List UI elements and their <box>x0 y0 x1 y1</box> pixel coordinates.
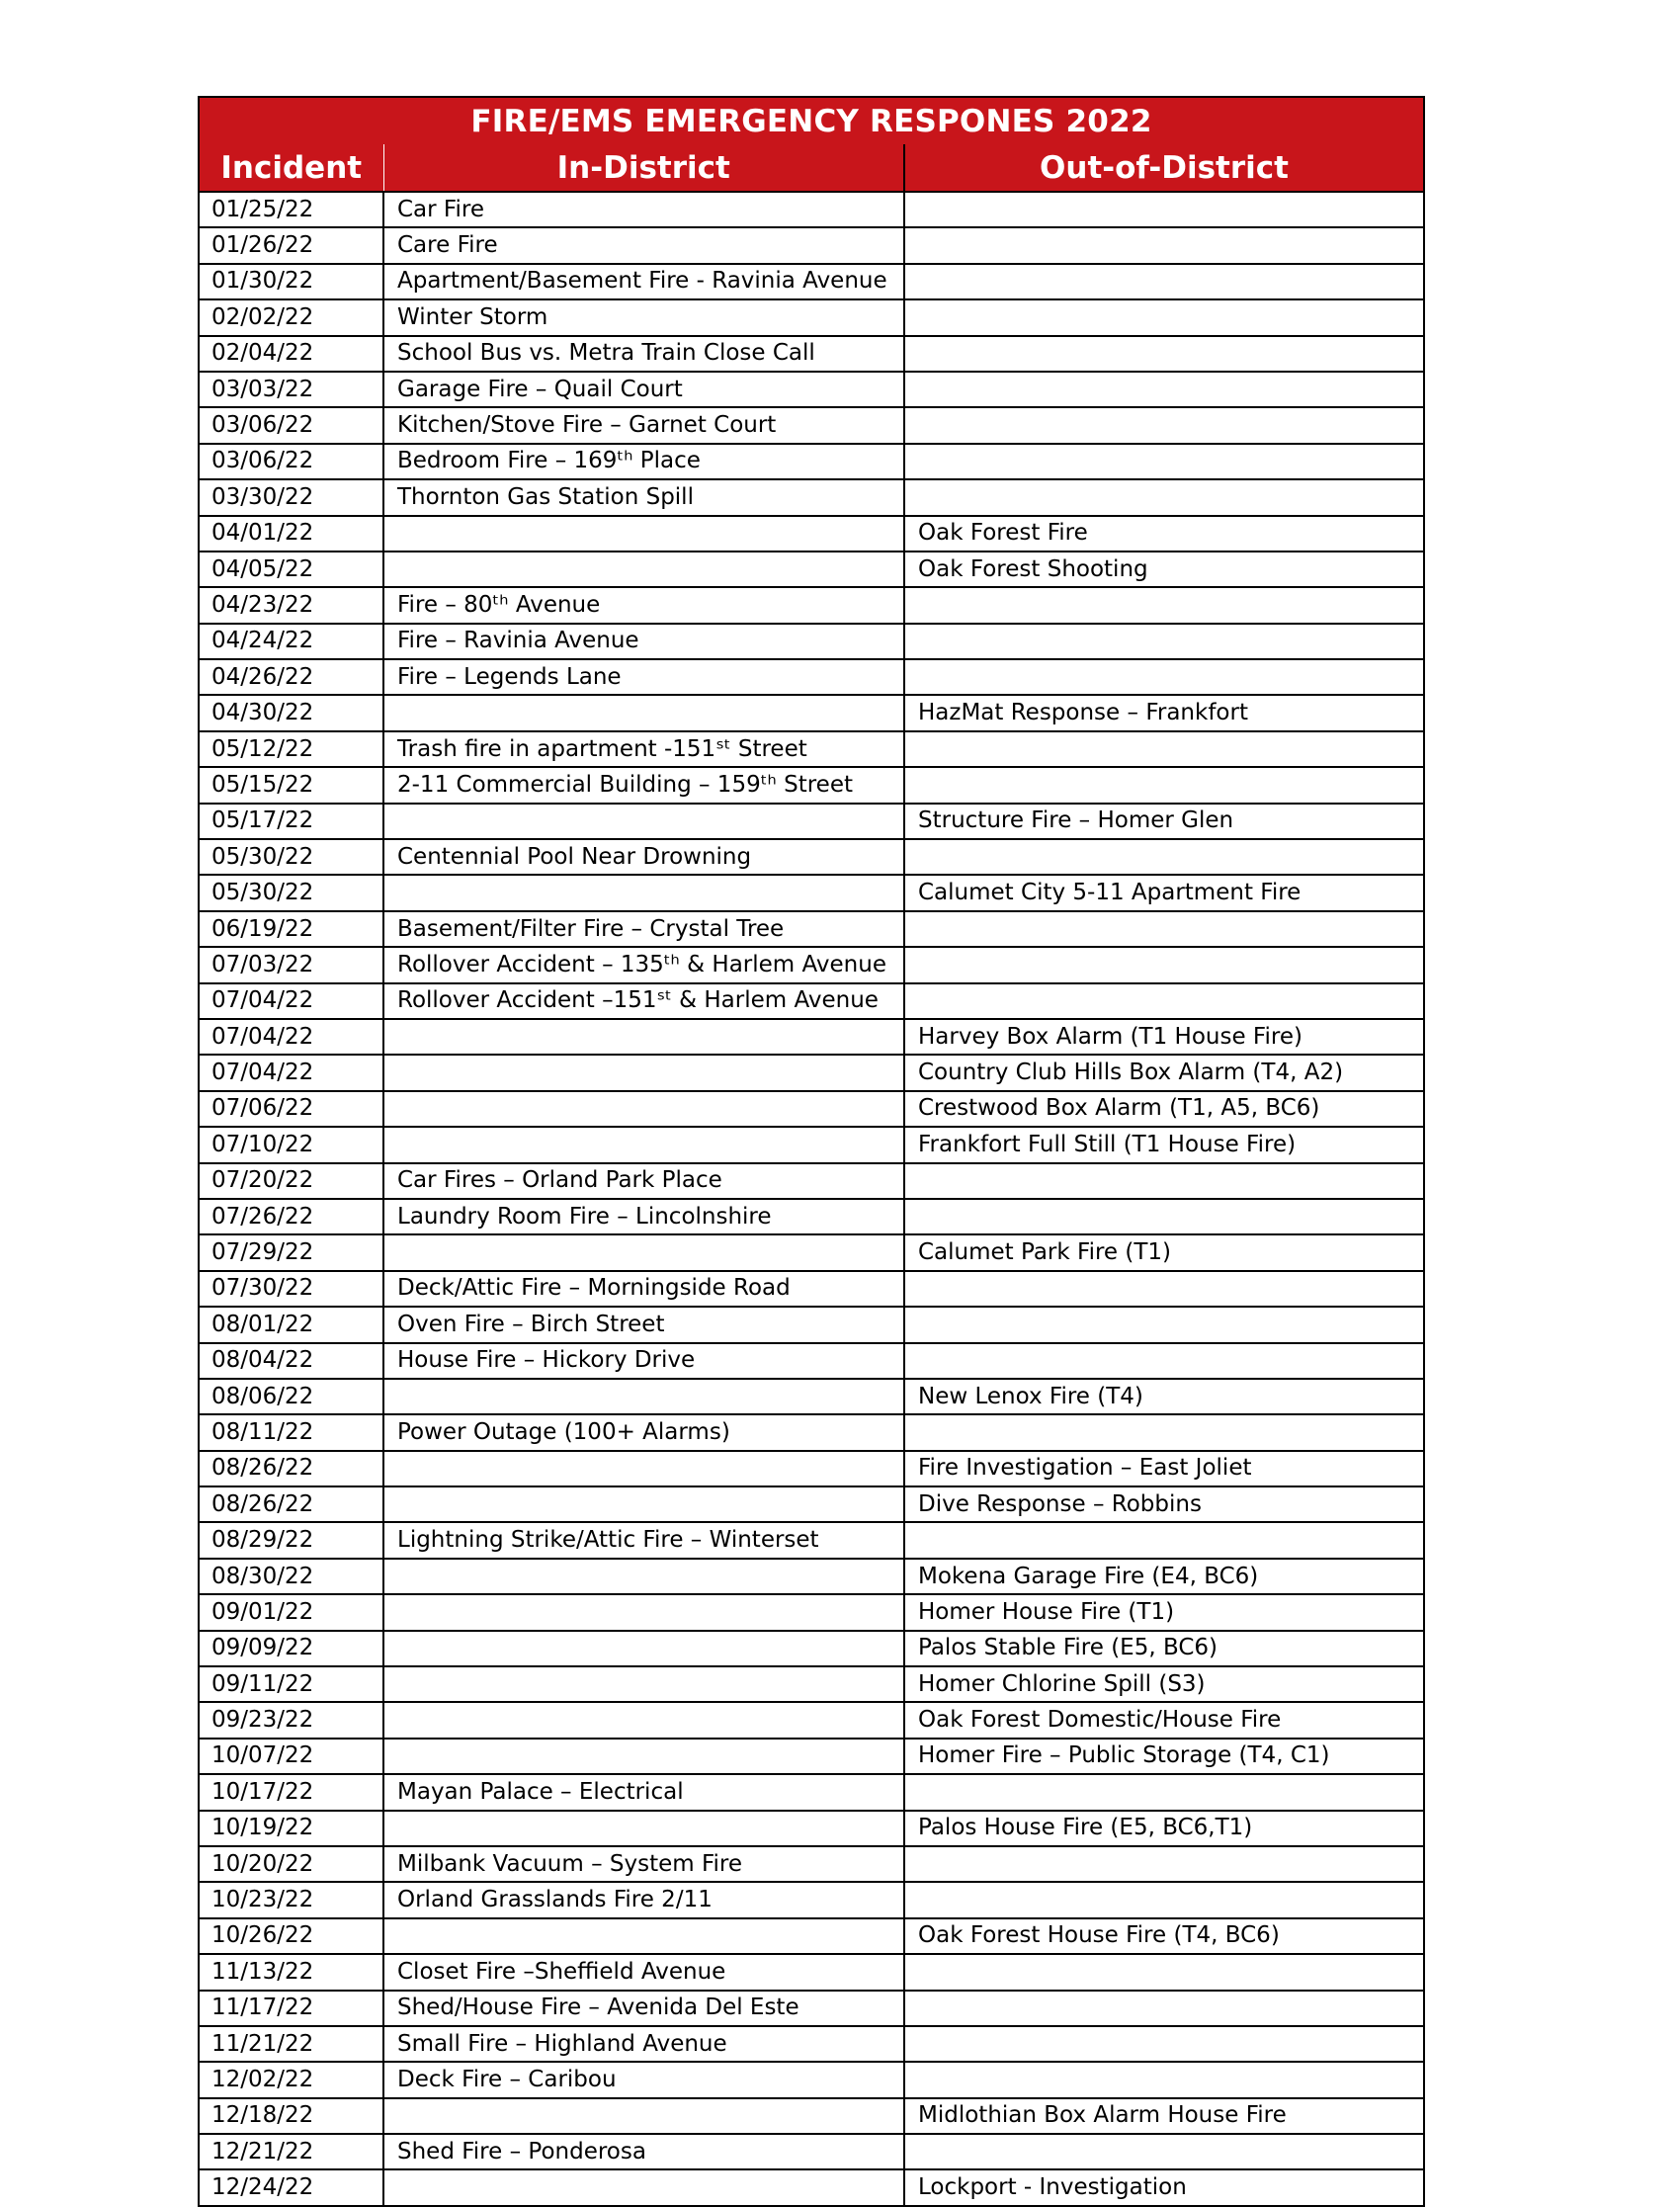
table-row <box>199 479 1424 515</box>
table-row <box>199 1019 1424 1055</box>
table-row <box>199 1882 1424 1917</box>
table-row <box>199 659 1424 695</box>
table-row <box>199 587 1424 623</box>
in-district-cell: Laundry Room Fire – Lincolnshire <box>383 1199 904 1234</box>
out-of-district-cell: Homer House Fire (T1) <box>904 1594 1424 1630</box>
in-district-cell: House Fire – Hickory Drive <box>383 1343 904 1379</box>
incident-date-cell: 09/09/22 <box>199 1631 383 1666</box>
out-of-district-cell <box>904 407 1424 443</box>
out-of-district-cell <box>904 1991 1424 2026</box>
table-row <box>199 336 1424 372</box>
table-title: FIRE/EMS EMERGENCY RESPONES 2022 <box>199 97 1424 144</box>
table-row <box>199 1522 1424 1558</box>
incident-date-cell: 10/17/22 <box>199 1774 383 1810</box>
incident-date-cell: 06/19/22 <box>199 911 383 947</box>
out-of-district-cell: Oak Forest House Fire (T4, BC6) <box>904 1918 1424 1954</box>
table-row <box>199 2062 1424 2097</box>
out-of-district-cell <box>904 1522 1424 1558</box>
table-title-row <box>199 97 1424 144</box>
out-of-district-cell <box>904 947 1424 982</box>
table-row <box>199 1127 1424 1162</box>
incident-date-cell: 08/30/22 <box>199 1559 383 1594</box>
table-row <box>199 624 1424 659</box>
incident-date-cell: 05/15/22 <box>199 767 383 803</box>
out-of-district-cell <box>904 1271 1424 1307</box>
incident-date-cell: 01/30/22 <box>199 264 383 299</box>
incident-date-cell: 05/17/22 <box>199 804 383 839</box>
incident-date-cell: 04/23/22 <box>199 587 383 623</box>
incident-date-cell: 10/20/22 <box>199 1846 383 1882</box>
table-row <box>199 516 1424 552</box>
in-district-cell: Car Fires – Orland Park Place <box>383 1163 904 1199</box>
out-of-district-cell <box>904 1774 1424 1810</box>
out-of-district-cell: Palos Stable Fire (E5, BC6) <box>904 1631 1424 1666</box>
incident-date-cell: 07/26/22 <box>199 1199 383 1234</box>
out-of-district-cell: Oak Forest Fire <box>904 516 1424 552</box>
incident-date-cell: 09/11/22 <box>199 1666 383 1702</box>
out-of-district-cell <box>904 911 1424 947</box>
incident-date-cell: 10/07/22 <box>199 1739 383 1774</box>
out-of-district-cell <box>904 767 1424 803</box>
out-of-district-cell: Calumet Park Fire (T1) <box>904 1234 1424 1270</box>
incident-date-cell: 07/30/22 <box>199 1271 383 1307</box>
out-of-district-cell <box>904 1882 1424 1917</box>
incident-date-cell: 07/03/22 <box>199 947 383 982</box>
out-of-district-cell <box>904 1199 1424 1234</box>
in-district-cell <box>383 1702 904 1738</box>
in-district-cell: Deck Fire – Caribou <box>383 2062 904 2097</box>
in-district-cell: Care Fire <box>383 227 904 263</box>
in-district-cell: Shed/House Fire – Avenida Del Este <box>383 1991 904 2026</box>
in-district-cell: Bedroom Fire – 169ᵗʰ Place <box>383 444 904 479</box>
incident-date-cell: 09/01/22 <box>199 1594 383 1630</box>
in-district-cell <box>383 804 904 839</box>
incident-date-cell: 04/30/22 <box>199 695 383 730</box>
header-out-of-district: Out-of-District <box>904 144 1424 192</box>
in-district-cell <box>383 1019 904 1055</box>
table-row <box>199 1414 1424 1450</box>
emergency-responses-table <box>198 96 1425 2207</box>
in-district-cell: Thornton Gas Station Spill <box>383 479 904 515</box>
in-district-cell <box>383 1127 904 1162</box>
out-of-district-cell: Oak Forest Domestic/House Fire <box>904 1702 1424 1738</box>
incident-date-cell: 03/06/22 <box>199 407 383 443</box>
table-row <box>199 695 1424 730</box>
incident-date-cell: 03/03/22 <box>199 372 383 407</box>
table-row <box>199 1199 1424 1234</box>
table-row <box>199 1486 1424 1522</box>
table-row <box>199 1846 1424 1882</box>
out-of-district-cell: Country Club Hills Box Alarm (T4, A2) <box>904 1055 1424 1090</box>
in-district-cell: Lightning Strike/Attic Fire – Winterset <box>383 1522 904 1558</box>
incident-date-cell: 08/04/22 <box>199 1343 383 1379</box>
incident-date-cell: 08/29/22 <box>199 1522 383 1558</box>
table-row <box>199 372 1424 407</box>
incident-date-cell: 04/26/22 <box>199 659 383 695</box>
table-row <box>199 1451 1424 1486</box>
out-of-district-cell: Dive Response – Robbins <box>904 1486 1424 1522</box>
in-district-cell: Orland Grasslands Fire 2/11 <box>383 1882 904 1917</box>
out-of-district-cell <box>904 1163 1424 1199</box>
table-row <box>199 1379 1424 1414</box>
out-of-district-cell <box>904 444 1424 479</box>
out-of-district-cell: Homer Fire – Public Storage (T4, C1) <box>904 1739 1424 1774</box>
in-district-cell <box>383 1739 904 1774</box>
table-row <box>199 552 1424 587</box>
out-of-district-cell: Lockport - Investigation <box>904 2169 1424 2205</box>
table-row <box>199 1666 1424 1702</box>
out-of-district-cell: Oak Forest Shooting <box>904 552 1424 587</box>
out-of-district-cell: Palos House Fire (E5, BC6,T1) <box>904 1811 1424 1846</box>
incident-date-cell: 11/21/22 <box>199 2026 383 2062</box>
out-of-district-cell <box>904 587 1424 623</box>
table-row <box>199 1234 1424 1270</box>
out-of-district-cell: HazMat Response – Frankfort <box>904 695 1424 730</box>
table-row <box>199 1702 1424 1738</box>
incident-date-cell: 04/01/22 <box>199 516 383 552</box>
out-of-district-cell <box>904 336 1424 372</box>
table-row <box>199 2026 1424 2062</box>
out-of-district-cell: Homer Chlorine Spill (S3) <box>904 1666 1424 1702</box>
incident-date-cell: 04/05/22 <box>199 552 383 587</box>
incident-date-cell: 08/26/22 <box>199 1451 383 1486</box>
out-of-district-cell <box>904 659 1424 695</box>
out-of-district-cell <box>904 372 1424 407</box>
in-district-cell: Trash fire in apartment -151ˢᵗ Street <box>383 731 904 767</box>
incident-date-cell: 07/20/22 <box>199 1163 383 1199</box>
table-header-row <box>199 144 1424 192</box>
in-district-cell: Rollover Accident – 135ᵗʰ & Harlem Avenue <box>383 947 904 982</box>
in-district-cell <box>383 875 904 910</box>
in-district-cell <box>383 1594 904 1630</box>
incident-date-cell: 12/02/22 <box>199 2062 383 2097</box>
in-district-cell <box>383 1666 904 1702</box>
out-of-district-cell <box>904 2026 1424 2062</box>
table-row <box>199 1343 1424 1379</box>
out-of-district-cell <box>904 227 1424 263</box>
table-body <box>199 192 1424 2206</box>
incident-date-cell: 07/04/22 <box>199 1019 383 1055</box>
out-of-district-cell: Structure Fire – Homer Glen <box>904 804 1424 839</box>
header-incident: Incident <box>199 144 383 192</box>
incident-date-cell: 04/24/22 <box>199 624 383 659</box>
incident-date-cell: 11/17/22 <box>199 1991 383 2026</box>
out-of-district-cell <box>904 1954 1424 1990</box>
in-district-cell: Mayan Palace – Electrical <box>383 1774 904 1810</box>
in-district-cell: Rollover Accident –151ˢᵗ & Harlem Avenue <box>383 983 904 1019</box>
incident-date-cell: 05/30/22 <box>199 839 383 875</box>
table-row <box>199 1559 1424 1594</box>
in-district-cell: Kitchen/Stove Fire – Garnet Court <box>383 407 904 443</box>
in-district-cell: Milbank Vacuum – System Fire <box>383 1846 904 1882</box>
out-of-district-cell <box>904 2134 1424 2169</box>
table-row <box>199 1091 1424 1127</box>
incident-date-cell: 03/30/22 <box>199 479 383 515</box>
in-district-cell: Centennial Pool Near Drowning <box>383 839 904 875</box>
out-of-district-cell: Crestwood Box Alarm (T1, A5, BC6) <box>904 1091 1424 1127</box>
in-district-cell: Fire – Legends Lane <box>383 659 904 695</box>
table-row <box>199 1055 1424 1090</box>
in-district-cell <box>383 1379 904 1414</box>
out-of-district-cell <box>904 731 1424 767</box>
out-of-district-cell: Mokena Garage Fire (E4, BC6) <box>904 1559 1424 1594</box>
out-of-district-cell <box>904 2062 1424 2097</box>
table-row <box>199 227 1424 263</box>
table-row <box>199 804 1424 839</box>
incident-date-cell: 09/23/22 <box>199 1702 383 1738</box>
out-of-district-cell <box>904 192 1424 227</box>
incident-date-cell: 01/25/22 <box>199 192 383 227</box>
header-in-district: In-District <box>383 144 904 192</box>
table-row <box>199 2134 1424 2169</box>
table-row <box>199 911 1424 947</box>
in-district-cell <box>383 1631 904 1666</box>
table-row <box>199 1631 1424 1666</box>
table-row <box>199 407 1424 443</box>
out-of-district-cell: New Lenox Fire (T4) <box>904 1379 1424 1414</box>
incident-date-cell: 12/24/22 <box>199 2169 383 2205</box>
in-district-cell: Closet Fire –Sheffield Avenue <box>383 1954 904 1990</box>
in-district-cell: Car Fire <box>383 192 904 227</box>
incident-date-cell: 08/01/22 <box>199 1307 383 1342</box>
in-district-cell <box>383 1486 904 1522</box>
incident-date-cell: 01/26/22 <box>199 227 383 263</box>
in-district-cell <box>383 1559 904 1594</box>
in-district-cell <box>383 552 904 587</box>
in-district-cell <box>383 516 904 552</box>
table-row <box>199 1594 1424 1630</box>
incident-date-cell: 07/29/22 <box>199 1234 383 1270</box>
in-district-cell: Winter Storm <box>383 299 904 335</box>
in-district-cell: 2-11 Commercial Building – 159ᵗʰ Street <box>383 767 904 803</box>
in-district-cell: Power Outage (100+ Alarms) <box>383 1414 904 1450</box>
out-of-district-cell <box>904 1343 1424 1379</box>
in-district-cell: Fire – 80ᵗʰ Avenue <box>383 587 904 623</box>
incident-date-cell: 12/18/22 <box>199 2098 383 2134</box>
incident-date-cell: 07/04/22 <box>199 1055 383 1090</box>
table-row <box>199 2169 1424 2205</box>
table-row <box>199 839 1424 875</box>
out-of-district-cell: Midlothian Box Alarm House Fire <box>904 2098 1424 2134</box>
out-of-district-cell <box>904 1414 1424 1450</box>
table-row <box>199 983 1424 1019</box>
out-of-district-cell <box>904 624 1424 659</box>
table-row <box>199 1271 1424 1307</box>
table-row <box>199 875 1424 910</box>
incident-date-cell: 03/06/22 <box>199 444 383 479</box>
incident-date-cell: 10/19/22 <box>199 1811 383 1846</box>
out-of-district-cell: Harvey Box Alarm (T1 House Fire) <box>904 1019 1424 1055</box>
in-district-cell <box>383 1811 904 1846</box>
out-of-district-cell <box>904 1307 1424 1342</box>
out-of-district-cell <box>904 839 1424 875</box>
in-district-cell: Shed Fire – Ponderosa <box>383 2134 904 2169</box>
out-of-district-cell: Frankfort Full Still (T1 House Fire) <box>904 1127 1424 1162</box>
table-row <box>199 1163 1424 1199</box>
incident-date-cell: 10/26/22 <box>199 1918 383 1954</box>
incident-date-cell: 08/11/22 <box>199 1414 383 1450</box>
table-row <box>199 1307 1424 1342</box>
table-row <box>199 264 1424 299</box>
incident-date-cell: 02/02/22 <box>199 299 383 335</box>
in-district-cell: Garage Fire – Quail Court <box>383 372 904 407</box>
in-district-cell <box>383 1918 904 1954</box>
out-of-district-cell: Calumet City 5-11 Apartment Fire <box>904 875 1424 910</box>
incident-date-cell: 12/21/22 <box>199 2134 383 2169</box>
in-district-cell: Deck/Attic Fire – Morningside Road <box>383 1271 904 1307</box>
incident-date-cell: 05/30/22 <box>199 875 383 910</box>
in-district-cell: School Bus vs. Metra Train Close Call <box>383 336 904 372</box>
in-district-cell <box>383 695 904 730</box>
in-district-cell: Oven Fire – Birch Street <box>383 1307 904 1342</box>
in-district-cell <box>383 1234 904 1270</box>
out-of-district-cell <box>904 983 1424 1019</box>
incident-date-cell: 02/04/22 <box>199 336 383 372</box>
in-district-cell: Apartment/Basement Fire - Ravinia Avenue <box>383 264 904 299</box>
table-row <box>199 1811 1424 1846</box>
incident-date-cell: 08/06/22 <box>199 1379 383 1414</box>
in-district-cell <box>383 2169 904 2205</box>
table-row <box>199 444 1424 479</box>
incident-date-cell: 05/12/22 <box>199 731 383 767</box>
table-row <box>199 299 1424 335</box>
incident-date-cell: 07/04/22 <box>199 983 383 1019</box>
in-district-cell <box>383 1451 904 1486</box>
table-row <box>199 192 1424 227</box>
incident-date-cell: 07/10/22 <box>199 1127 383 1162</box>
table-row <box>199 947 1424 982</box>
incident-date-cell: 11/13/22 <box>199 1954 383 1990</box>
out-of-district-cell: Fire Investigation – East Joliet <box>904 1451 1424 1486</box>
in-district-cell: Small Fire – Highland Avenue <box>383 2026 904 2062</box>
out-of-district-cell <box>904 1846 1424 1882</box>
out-of-district-cell <box>904 299 1424 335</box>
incident-date-cell: 08/26/22 <box>199 1486 383 1522</box>
in-district-cell <box>383 1091 904 1127</box>
in-district-cell: Fire – Ravinia Avenue <box>383 624 904 659</box>
table-row <box>199 1739 1424 1774</box>
out-of-district-cell <box>904 479 1424 515</box>
in-district-cell <box>383 2098 904 2134</box>
incident-date-cell: 10/23/22 <box>199 1882 383 1917</box>
table-row <box>199 1774 1424 1810</box>
incident-date-cell: 07/06/22 <box>199 1091 383 1127</box>
table-row <box>199 1954 1424 1990</box>
in-district-cell: Basement/Filter Fire – Crystal Tree <box>383 911 904 947</box>
table-row <box>199 767 1424 803</box>
out-of-district-cell <box>904 264 1424 299</box>
table-row <box>199 2098 1424 2134</box>
table-row <box>199 1918 1424 1954</box>
table-row <box>199 731 1424 767</box>
table-row <box>199 1991 1424 2026</box>
in-district-cell <box>383 1055 904 1090</box>
